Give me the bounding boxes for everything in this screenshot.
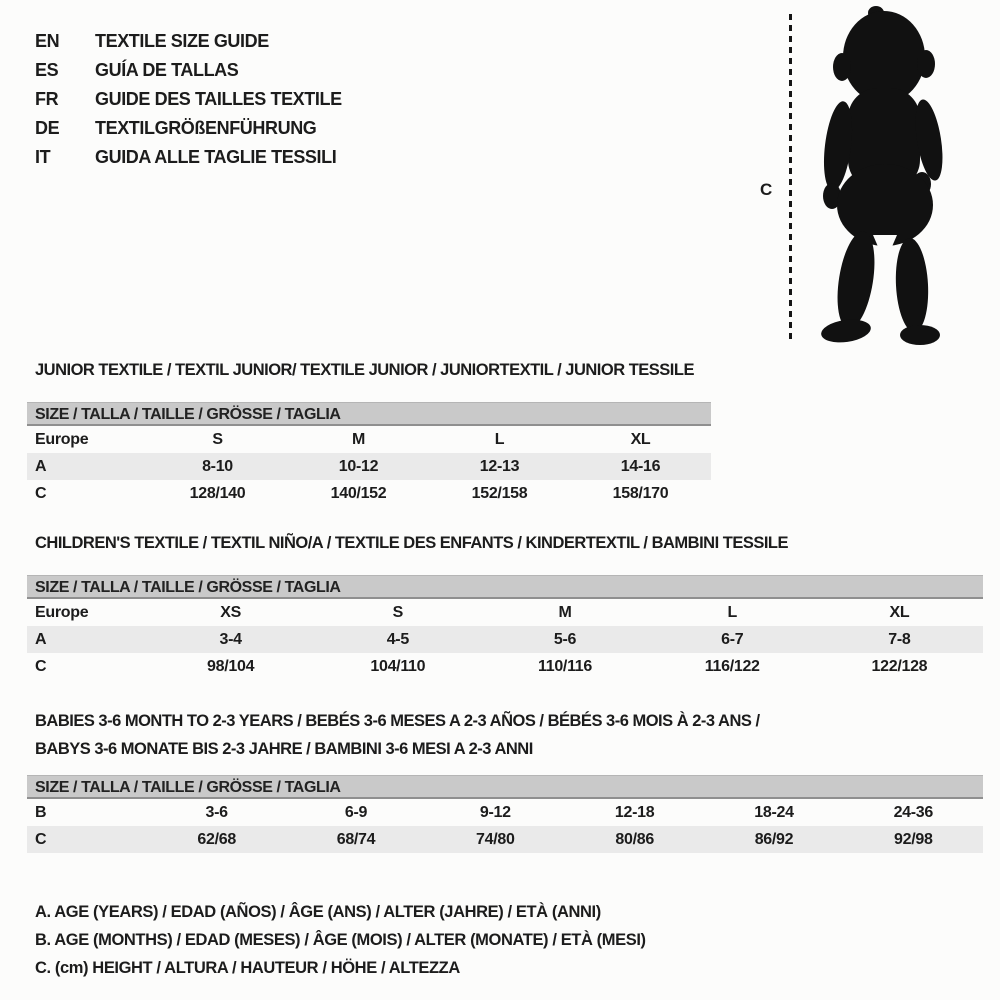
size-cell: 5-6 [553, 630, 577, 648]
language-title-list [35, 27, 342, 172]
baby-height-figure [756, 4, 976, 352]
size-cell: 12-18 [614, 803, 655, 821]
size-cell: 3-6 [205, 803, 228, 821]
size-cell: 9-12 [479, 803, 511, 821]
row-label: B [35, 803, 47, 821]
size-cell: 128/140 [189, 484, 246, 502]
size-cell: 122/128 [871, 657, 928, 675]
lang-label: TEXTILGRÖßENFÜHRUNG [95, 118, 317, 138]
size-header-bar: SIZE / TALLA / TAILLE / GRÖSSE / TAGLIA [27, 402, 711, 426]
lang-row-de [35, 114, 342, 143]
size-header-bar: SIZE / TALLA / TAILLE / GRÖSSE / TAGLIA [27, 575, 983, 599]
size-cell: 104/110 [370, 657, 426, 675]
lang-code: IT [35, 147, 51, 167]
size-cell: 92/98 [894, 830, 933, 848]
table-row [27, 799, 983, 826]
table-row [27, 599, 983, 626]
lang-label: GUÍA DE TALLAS [95, 60, 239, 80]
lang-row-en [35, 27, 342, 56]
size-cell: 14-16 [620, 457, 661, 475]
size-cell: XL [630, 430, 651, 448]
size-cell: 7-8 [888, 630, 911, 648]
size-cell: 68/74 [336, 830, 376, 848]
size-cell: XL [889, 603, 910, 621]
legend-footnotes [35, 898, 646, 982]
section-title-line2: BABYS 3-6 MONATE BIS 2-3 JAHRE / BAMBINI 3-6 MESI A 2-3 ANNI [35, 740, 533, 758]
size-cell: L [727, 603, 737, 621]
row-label: C [35, 484, 47, 502]
lang-row-fr [35, 85, 342, 114]
table-row [27, 653, 983, 680]
size-cell: 3-4 [219, 630, 242, 648]
size-cell: 8-10 [202, 457, 233, 475]
lang-row-es [35, 56, 342, 85]
size-cell: 110/116 [538, 657, 592, 675]
footnote-c: C. (cm) HEIGHT / ALTURA / HAUTEUR / HÖHE / ALTEZZA [35, 959, 460, 977]
row-label: A [35, 457, 47, 475]
children-size-section [27, 534, 983, 680]
table-row [27, 426, 711, 453]
size-cell: S [212, 430, 223, 448]
size-cell: 140/152 [330, 484, 387, 502]
row-label: C [35, 657, 47, 675]
baby-silhouette-icon [802, 4, 962, 349]
size-cell: M [558, 603, 572, 621]
footnote-a: A. AGE (YEARS) / EDAD (AÑOS) / ÂGE (ANS) / ALTER (JAHRE) / ETÀ (ANNI) [35, 903, 601, 921]
size-cell: 24-36 [893, 803, 934, 821]
size-cell: S [392, 603, 403, 621]
section-title-wrap [27, 707, 983, 763]
table-row [27, 453, 711, 480]
size-cell: 18-24 [754, 803, 794, 821]
lang-label: GUIDE DES TAILLES TEXTILE [95, 89, 342, 109]
size-cell: 158/170 [612, 484, 669, 502]
size-table [27, 599, 983, 680]
size-cell: 98/104 [207, 657, 255, 675]
row-label: Europe [35, 603, 89, 621]
lang-code: EN [35, 31, 60, 51]
row-label: Europe [35, 430, 89, 448]
size-cell: M [351, 430, 366, 448]
size-cell: 6-7 [721, 630, 744, 648]
height-dashed-line [789, 14, 792, 344]
size-cell: 74/80 [476, 830, 515, 848]
size-header-bar: SIZE / TALLA / TAILLE / GRÖSSE / TAGLIA [27, 775, 983, 799]
size-cell: 12-13 [479, 457, 520, 475]
footnote-b: B. AGE (MONTHS) / EDAD (MESES) / ÂGE (MOIS) / ALTER (MONATE) / ETÀ (MESI) [35, 931, 646, 949]
lang-row-it [35, 143, 342, 172]
lang-label: TEXTILE SIZE GUIDE [95, 31, 269, 51]
babies-size-section [27, 707, 983, 853]
section-title: JUNIOR TEXTILE / TEXTIL JUNIOR/ TEXTILE JUNIOR / JUNIORTEXTIL / JUNIOR TESSILE [35, 361, 694, 379]
junior-size-section [27, 361, 711, 507]
lang-code: FR [35, 89, 59, 109]
table-row [27, 480, 711, 507]
row-label: C [35, 830, 47, 848]
size-cell: 6-9 [344, 803, 368, 821]
row-label: A [35, 630, 47, 648]
height-measure-label: C [760, 180, 773, 199]
size-cell: L [494, 430, 505, 448]
lang-code: ES [35, 60, 59, 80]
size-cell: 116/122 [704, 657, 760, 675]
section-title: CHILDREN'S TEXTILE / TEXTIL NIÑO/A / TEXTILE DES ENFANTS / KINDERTEXTIL / BAMBINI TESSILE [35, 534, 789, 552]
table-row [27, 826, 983, 853]
size-cell: 10-12 [338, 457, 379, 475]
size-table [27, 426, 711, 507]
lang-code: DE [35, 118, 60, 138]
size-cell: XS [220, 603, 241, 621]
size-cell: 80/86 [615, 830, 654, 848]
size-cell: 4-5 [386, 630, 409, 648]
size-table [27, 799, 983, 853]
size-cell: 62/68 [197, 830, 236, 848]
table-row [27, 626, 983, 653]
section-title-line1: BABIES 3-6 MONTH TO 2-3 YEARS / BEBÉS 3-6 MESES A 2-3 AÑOS / BÉBÉS 3-6 MOIS À 2-3 ANS / [35, 712, 760, 730]
lang-label: GUIDA ALLE TAGLIE TESSILI [95, 147, 337, 167]
size-cell: 86/92 [754, 830, 794, 848]
size-cell: 152/158 [471, 484, 528, 502]
